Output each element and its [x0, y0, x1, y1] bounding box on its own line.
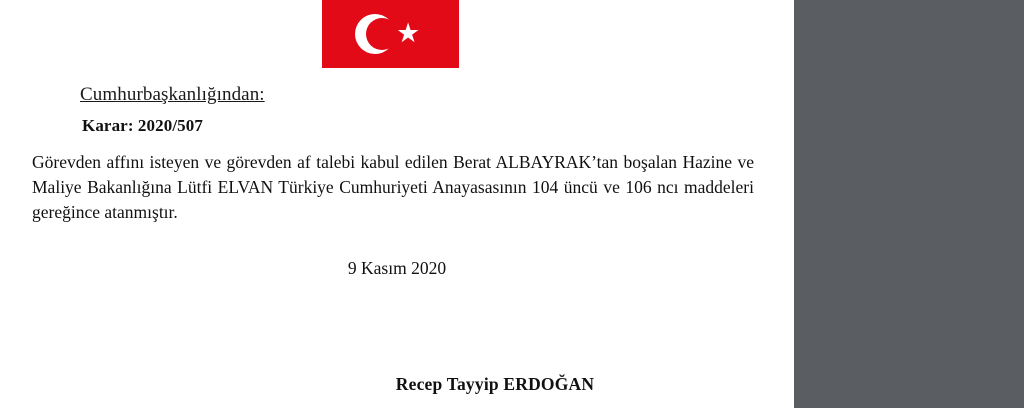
flag-crescent-inner [366, 18, 398, 50]
body-paragraph: Görevden affını isteyen ve görevden af talebi kabul edilen Berat ALBAYRAK’tan boşalan Hazine ve Maliye Bakanlığına Lütfi ELVAN Türkiye Cumhuriyeti Anayasasının 104 üncü ve 106 ncı maddeleri gereğince atanmıştır. [32, 152, 754, 222]
signature-name: Recep Tayyip ERDOĞAN [395, 374, 595, 394]
document-date: 9 Kasım 2020 [347, 258, 447, 278]
page-title: Cumhurbaşkanlığından: [80, 84, 265, 105]
decision-number: Karar: 2020/507 [82, 116, 203, 135]
viewer-gutter [794, 0, 1024, 408]
turkish-flag-icon [322, 0, 459, 68]
flag-star-icon: ★ [396, 18, 421, 49]
